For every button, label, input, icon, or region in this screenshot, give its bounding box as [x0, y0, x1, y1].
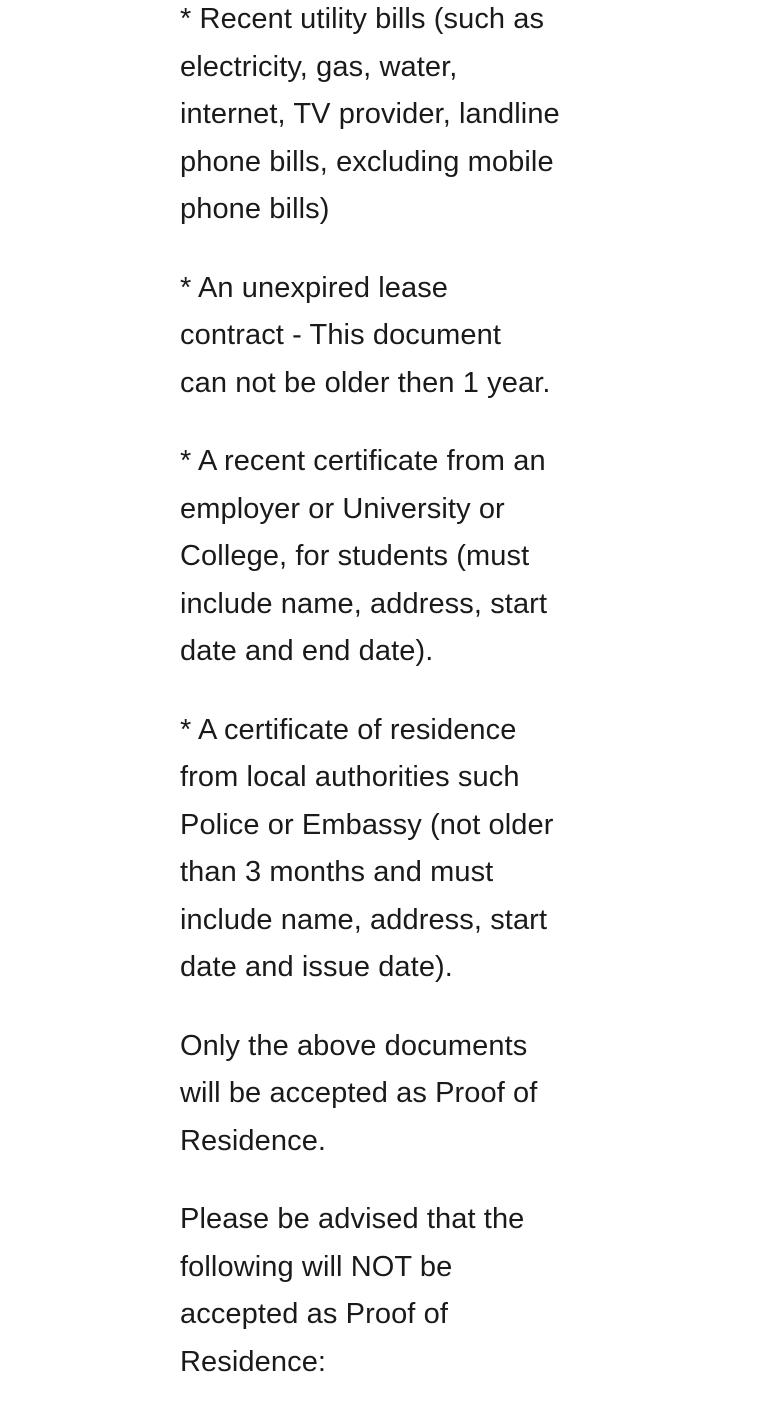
residence-certificate-item: * A certificate of residence from local authorities such Police or Embassy (not older than 3 months and must include name, address, start date and issue date).: [180, 713, 554, 983]
lease-contract-item: * An unexpired lease contract - This document can not be older then 1 year.: [180, 271, 551, 399]
accepted-documents-note: Only the above documents will be accepted as Proof of Residence.: [180, 1029, 538, 1157]
message-body: [180, 0, 620, 1417]
utility-bills-item: * Recent utility bills (such as electricity, gas, water, internet, TV provider, landline phone bills, excluding mobile phone bills): [180, 3, 560, 225]
employer-certificate-item: * A recent certificate from an employer or University or College, for students (must include name, address, start date and end date).: [180, 445, 548, 667]
not-accepted-intro: Please be advised that the following will NOT be accepted as Proof of Residence:: [180, 1203, 525, 1378]
